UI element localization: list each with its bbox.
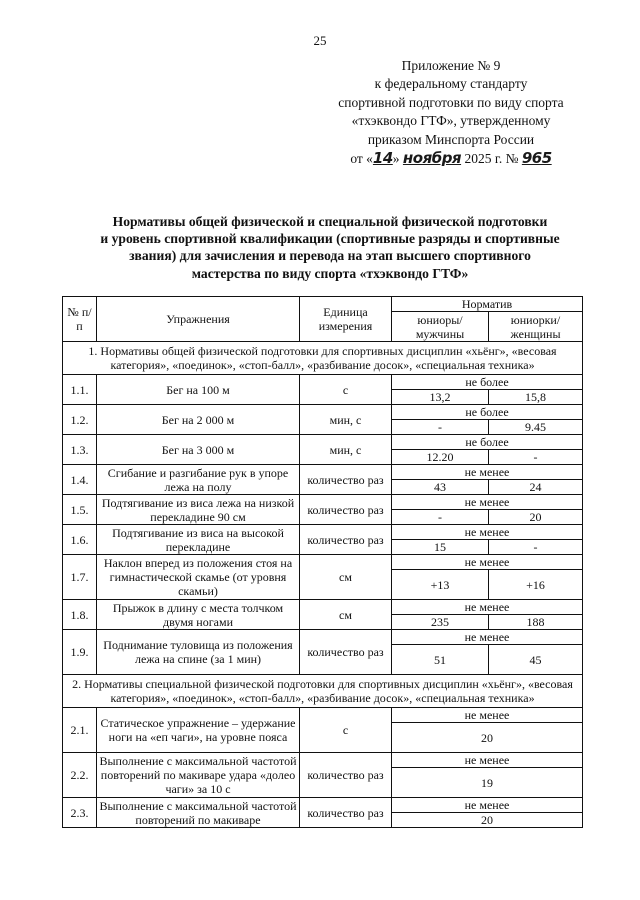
appendix-line: спортивной подготовки по виду спорта xyxy=(338,94,564,110)
row-value: 20 xyxy=(392,813,583,828)
norms-table xyxy=(62,296,583,828)
section-2-heading: 2. Нормативы специальной физической подготовки для спортивных дисциплин «хьёнг», «весовая категория», «поединок», «стоп-балл», «разбивание досок», «специальная техника» xyxy=(63,675,583,708)
row-value-f: - xyxy=(489,540,583,555)
row-unit: количество раз xyxy=(300,798,392,828)
row-num: 1.8. xyxy=(63,600,97,630)
row-value-f: 20 xyxy=(489,510,583,525)
appendix-line: приказом Минспорта России xyxy=(367,131,535,147)
row-limit: не более xyxy=(392,405,583,420)
row-value-m: 51 xyxy=(392,645,489,675)
row-unit: мин, с xyxy=(300,435,392,465)
row-exercise: Сгибание и разгибание рук в упоре лежа на полу xyxy=(97,465,300,495)
row-num: 1.3. xyxy=(63,435,97,465)
row-value-m: 43 xyxy=(392,480,489,495)
header-unit: Единица измерения xyxy=(300,297,392,342)
date-sep: » xyxy=(392,151,400,167)
date-day-handwritten: 14 xyxy=(372,149,393,168)
row-value-f: - xyxy=(489,450,583,465)
appendix-date xyxy=(326,149,576,168)
row-value-f: 15,8 xyxy=(489,390,583,405)
row-limit: не менее xyxy=(392,525,583,540)
row-value-m: - xyxy=(392,510,489,525)
appendix-block xyxy=(326,57,576,168)
row-value-m: +13 xyxy=(392,570,489,600)
row-num: 1.1. xyxy=(63,375,97,405)
row-value: 19 xyxy=(392,768,583,798)
title-line: мастерства по виду спорта «тхэквондо ГТФ» xyxy=(191,265,469,281)
row-unit: см xyxy=(300,555,392,600)
date-prefix: от « xyxy=(350,151,373,167)
row-value-f: +16 xyxy=(489,570,583,600)
row-limit: не более xyxy=(392,375,583,390)
row-unit: количество раз xyxy=(300,495,392,525)
row-value-m: - xyxy=(392,420,489,435)
row-exercise: Подтягивание из виса лежа на низкой перекладине 90 см xyxy=(97,495,300,525)
page-number: 25 xyxy=(313,33,327,48)
row-exercise: Подтягивание из виса на высокой перекладине xyxy=(97,525,300,555)
appendix-line: «тхэквондо ГТФ», утвержденному xyxy=(351,113,551,129)
title-line: и уровень спортивной квалификации (спортивные разряды и спортивные xyxy=(100,231,560,247)
row-limit: не менее xyxy=(392,465,583,480)
header-juniors-f: юниорки/ женщины xyxy=(489,312,583,342)
header-exercise: Упражнения xyxy=(97,297,300,342)
document-title xyxy=(70,213,590,282)
row-unit: количество раз xyxy=(300,525,392,555)
row-value-m: 15 xyxy=(392,540,489,555)
row-exercise: Бег на 3 000 м xyxy=(97,435,300,465)
row-limit: не менее xyxy=(392,708,583,723)
row-exercise: Бег на 100 м xyxy=(97,375,300,405)
row-num: 2.2. xyxy=(63,753,97,798)
row-exercise: Поднимание туловища из положения лежа на спине (за 1 мин) xyxy=(97,630,300,675)
appendix-line: к федеральному стандарту xyxy=(374,76,528,92)
row-exercise: Бег на 2 000 м xyxy=(97,405,300,435)
date-year: 2025 г. № xyxy=(464,151,519,167)
row-exercise: Выполнение с максимальной частотой повторений по макиваре xyxy=(97,798,300,828)
row-unit: количество раз xyxy=(300,465,392,495)
row-limit: не менее xyxy=(392,555,583,570)
row-unit: с xyxy=(300,375,392,405)
row-exercise: Прыжок в длину с места толчком двумя ногами xyxy=(97,600,300,630)
row-limit: не менее xyxy=(392,798,583,813)
row-num: 1.7. xyxy=(63,555,97,600)
row-value-f: 45 xyxy=(489,645,583,675)
appendix-line: Приложение № 9 xyxy=(401,58,501,73)
section-1-heading: 1. Нормативы общей физической подготовки для спортивных дисциплин «хьёнг», «весовая категория», «поединок», «стоп-балл», «разбивание досок», «специальная техника» xyxy=(63,342,583,375)
row-unit: см xyxy=(300,600,392,630)
row-limit: не менее xyxy=(392,600,583,615)
header-num: № п/п xyxy=(63,297,97,342)
row-limit: не менее xyxy=(392,630,583,645)
row-unit: количество раз xyxy=(300,630,392,675)
row-num: 1.4. xyxy=(63,465,97,495)
row-exercise: Выполнение с максимальной частотой повторений по макиваре удара «долео чаги» за 10 с xyxy=(97,753,300,798)
row-unit: мин, с xyxy=(300,405,392,435)
header-norm: Норматив xyxy=(392,297,583,312)
row-limit: не более xyxy=(392,435,583,450)
row-value-f: 9.45 xyxy=(489,420,583,435)
row-exercise: Статическое упражнение – удержание ноги на «еп чаги», на уровне пояса xyxy=(97,708,300,753)
row-unit: с xyxy=(300,708,392,753)
row-num: 2.3. xyxy=(63,798,97,828)
row-exercise: Наклон вперед из положения стоя на гимнастической скамье (от уровня скамьи) xyxy=(97,555,300,600)
row-limit: не менее xyxy=(392,753,583,768)
row-value-f: 24 xyxy=(489,480,583,495)
row-value: 20 xyxy=(392,723,583,753)
row-num: 1.5. xyxy=(63,495,97,525)
row-unit: количество раз xyxy=(300,753,392,798)
row-value-m: 12.20 xyxy=(392,450,489,465)
title-line: звания) для зачисления и перевода на этап высшего спортивного xyxy=(129,248,531,264)
row-value-f: 188 xyxy=(489,615,583,630)
row-value-m: 235 xyxy=(392,615,489,630)
date-month-handwritten: ноября xyxy=(402,149,462,168)
row-num: 2.1. xyxy=(63,708,97,753)
header-juniors-m: юниоры/ мужчины xyxy=(392,312,489,342)
row-num: 1.6. xyxy=(63,525,97,555)
row-limit: не менее xyxy=(392,495,583,510)
row-num: 1.2. xyxy=(63,405,97,435)
row-value-m: 13,2 xyxy=(392,390,489,405)
title-line: Нормативы общей физической и специальной физической подготовки xyxy=(112,214,548,229)
row-num: 1.9. xyxy=(63,630,97,675)
order-number-handwritten: 965 xyxy=(521,149,552,168)
